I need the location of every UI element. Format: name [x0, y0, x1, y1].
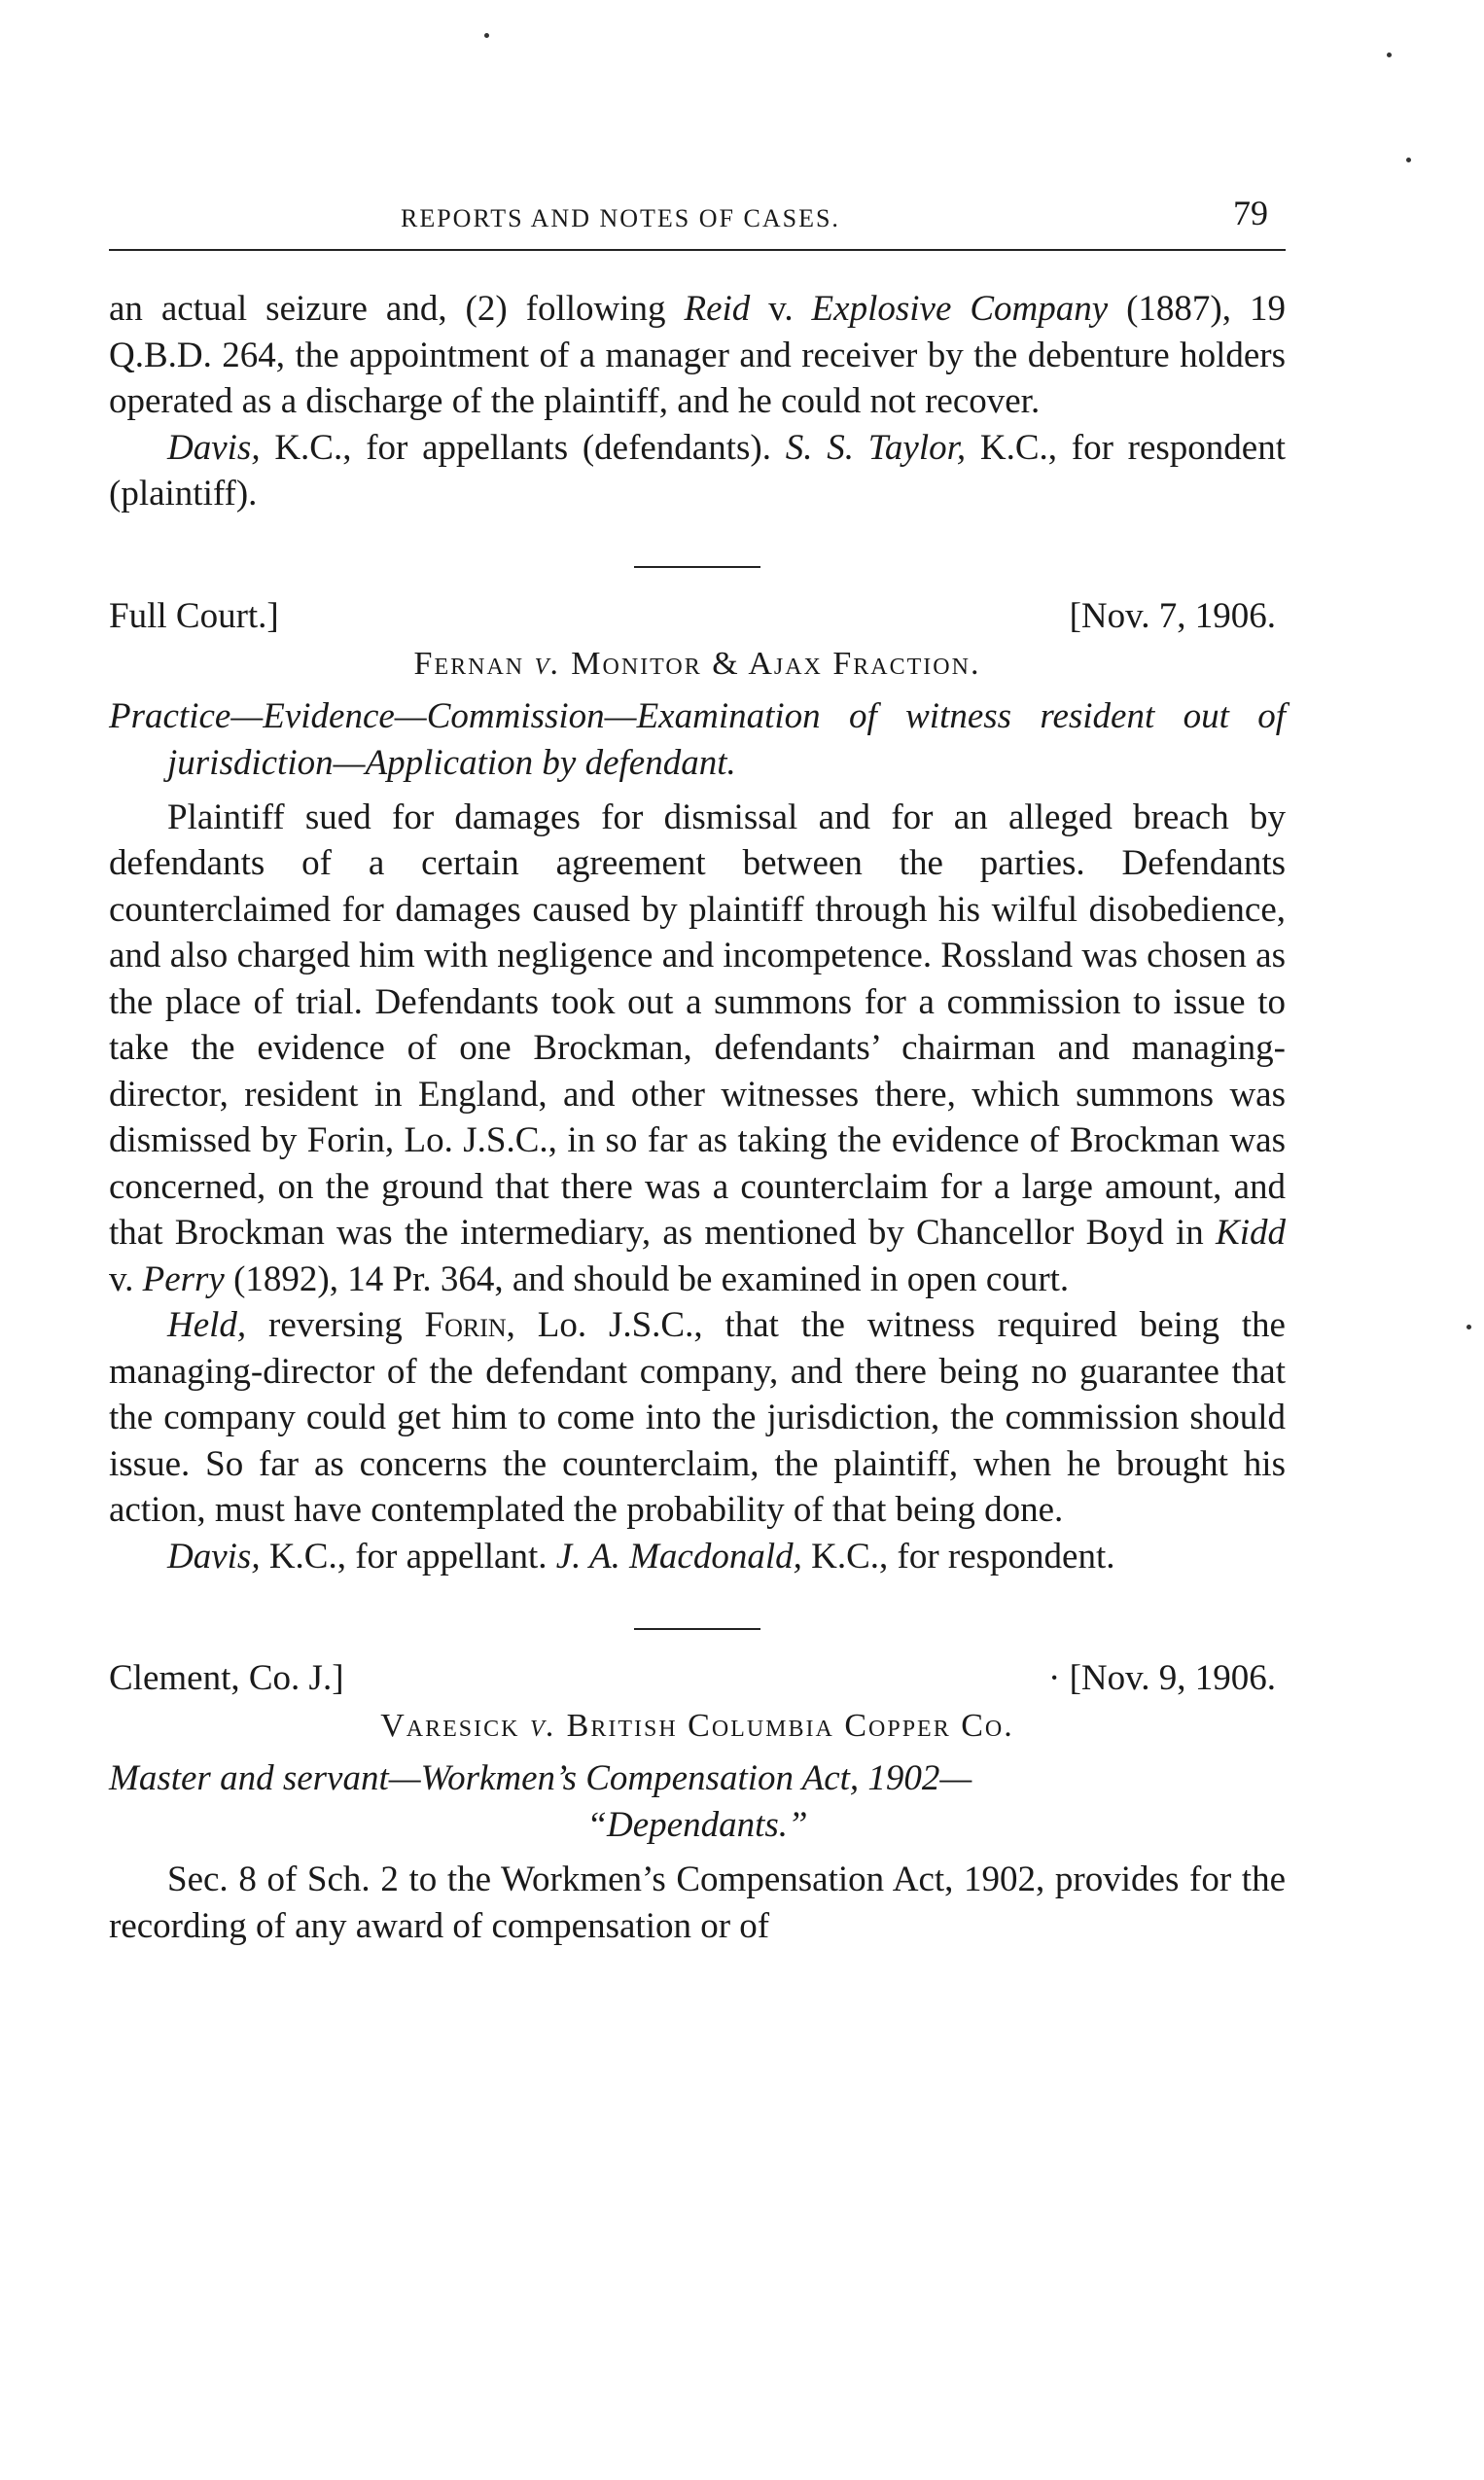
case-name: Explosive Company — [811, 289, 1109, 329]
party-name: Varesick — [380, 1708, 520, 1744]
text-run: , Lo. J.S.C., that the witness required being the managing-director of the defendant company, and there being no guarantee that the company could get him to come into the jurisdiction, the commission should issue. So far as concerns the counterclaim, the plaintiff, when he brought his action, must have contemplated the probability of that being done. — [109, 1305, 1286, 1530]
text-run: K.C., for appellant. — [260, 1536, 556, 1577]
counsel-name: J. A. Macdonald, — [555, 1536, 802, 1577]
ink-speck — [1406, 158, 1411, 162]
text-run: v. — [109, 1258, 143, 1299]
text-run: K.C., for respondent. — [801, 1536, 1115, 1577]
case-facts — [109, 795, 1286, 1303]
case-title — [109, 1703, 1286, 1750]
case-headnote: Practice—Evidence—Commission—Examination of witness resident out of jurisdiction—Application by defendant. — [109, 695, 1286, 783]
party-name: Monitor & Ajax Fraction. — [571, 645, 981, 682]
paragraph-continuation — [109, 286, 1286, 425]
case-text: Sec. 8 of Sch. 2 to the Workmen’s Compensation Act, 1902, provides for the recording of any award of compensation or of — [109, 1860, 1286, 1946]
case-holding — [109, 1302, 1286, 1534]
running-title: REPORTS AND NOTES OF CASES. — [401, 204, 840, 232]
book-page — [109, 185, 1286, 1949]
text-run: reversing — [246, 1305, 425, 1345]
court-name: Clement, Co. J.] — [109, 1658, 344, 1698]
running-head — [109, 185, 1286, 243]
section-divider — [634, 566, 760, 568]
judge-name: Forin — [424, 1305, 507, 1345]
ink-speck — [1466, 1325, 1471, 1329]
text-run: K.C., for respondent (plaintiff). — [109, 427, 1286, 514]
counsel-paragraph — [109, 425, 1286, 517]
case-headnote-continued: “Dependants.” — [586, 1805, 808, 1845]
text-run: (1892), 14 Pr. 364, and should be examined in open court. — [224, 1258, 1070, 1299]
text-run: K.C., for appellants (defendants). — [260, 427, 786, 468]
court-name: Full Court.] — [109, 595, 279, 636]
case-name: Perry — [142, 1258, 225, 1299]
text-run: an actual seizure and, (2) following — [109, 289, 685, 329]
case-court-line — [109, 1655, 1286, 1701]
page-number: 79 — [1233, 194, 1268, 232]
versus: v. — [519, 1708, 567, 1744]
case-court-line — [109, 593, 1286, 639]
case-name: Kidd — [1216, 1213, 1286, 1253]
header-rule — [109, 249, 1286, 251]
case-title — [109, 641, 1286, 688]
case-date: [Nov. 7, 1906. — [1069, 595, 1276, 636]
text-run: v. — [750, 289, 812, 329]
party-name: Fernan — [413, 645, 525, 682]
counsel-paragraph — [109, 1534, 1286, 1580]
held-label: Held, — [167, 1305, 247, 1345]
ink-speck — [484, 33, 489, 38]
case-headnote: Master and servant—Workmen’s Compensation Act, 1902— — [109, 1758, 972, 1798]
ink-speck — [1387, 53, 1392, 57]
party-name: British Columbia Copper Co. — [566, 1708, 1014, 1744]
counsel-name: Davis, — [167, 1536, 261, 1577]
counsel-name: Davis, — [167, 427, 261, 468]
versus: v. — [524, 645, 572, 682]
text-run: Plaintiff sued for damages for dismissal and for an alleged breach by defendants of a certain agreement between the parties. Defendants counterclaimed for damages caused by plaintiff through his wilful disobedience, and also charged him with negligence and incompetence. Rossland was chosen as the place of trial. Defendants took out a summons for a commission to issue to take the evidence of one Brockman, defendants’ chairman and managing-director, resident in England, and other witnesses there, which summons was dismissed by Forin, Lo. J.S.C., in so far as taking the evidence of Brockman was concerned, on the ground that there was a counterclaim for a large amount, and that Brockman was the intermediary, as mentioned by Chancellor Boyd in — [109, 797, 1286, 1253]
text-run: (1887), 19 Q.B.D. 264, the appointment of a manager and receiver by the debenture holders operated as a discharge of the plaintiff, and he could not recover. — [109, 289, 1286, 421]
section-divider — [634, 1628, 760, 1630]
counsel-name: S. S. Taylor, — [785, 427, 967, 468]
case-name: Reid — [684, 289, 751, 329]
case-date: · [Nov. 9, 1906. — [1048, 1658, 1276, 1698]
